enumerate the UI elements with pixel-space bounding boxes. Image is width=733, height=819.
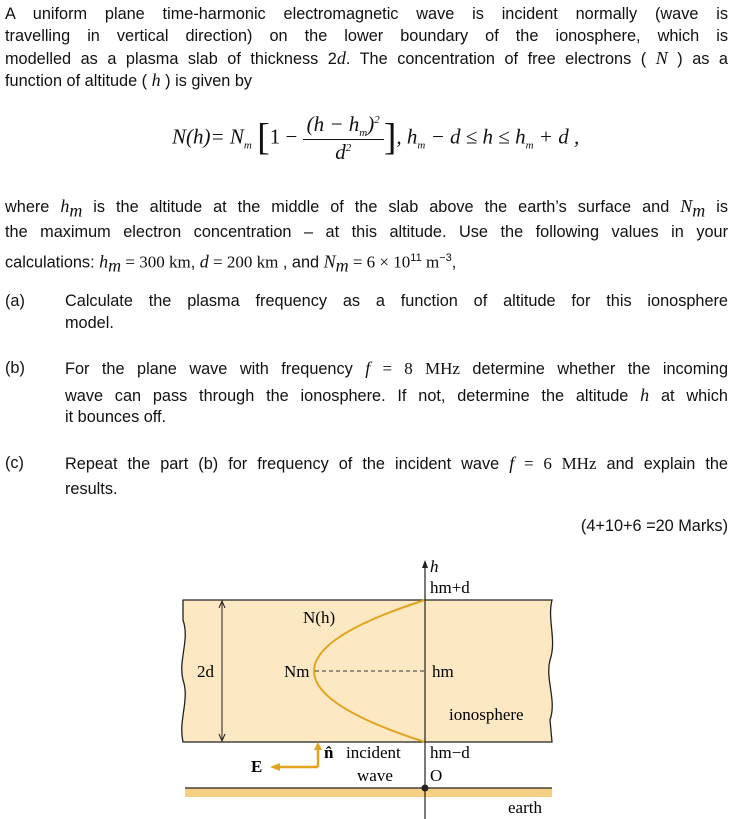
normal-label: n̂ — [324, 743, 334, 762]
part-a-line-2: model. — [65, 314, 114, 332]
para2-line-2: the maximum electron concentration – at this altitude. Use the following values in your — [5, 223, 728, 241]
intro-line-1: A uniform plane time-harmonic electromagnetic wave is incident normally (wave is — [5, 5, 728, 23]
intro-line-2: travelling in vertical direction) on the lower boundary of the ionosphere, which is — [5, 27, 728, 45]
earth-surface — [185, 788, 552, 797]
origin-point — [422, 785, 429, 792]
part-b-line-1: For the plane wave with frequency f = 8 MHz determine whether the incoming — [65, 358, 728, 378]
ionosphere-label: ionosphere — [449, 705, 524, 724]
origin-label: O — [430, 766, 443, 785]
peak-label: Nm — [284, 662, 310, 681]
para2-line-3: calculations: $h_m = 300$ km, d = 200 km , and $N_m = 6 \times 10^{11}$ $m^{-3}$, — [5, 251, 457, 276]
intro-line-4: function of altitude ( h ) is given by — [5, 70, 253, 90]
e-field-label: E — [251, 757, 263, 776]
top-boundary-label: hm+d — [430, 578, 470, 597]
part-a-line-1: Calculate the plasma frequency as a function of altitude for this ionosphere — [65, 292, 728, 310]
mid-altitude-label: hm — [432, 662, 454, 681]
marks: (4+10+6 =20 Marks) — [580, 517, 728, 535]
incident-label: incident — [346, 743, 401, 762]
intro-line-3: modelled as a plasma slab of thickness 2d. The concentration of free electrons ( N ) as a — [5, 48, 728, 68]
part-c-line-2: results. — [65, 480, 118, 498]
part-b-line-3: it bounces off. — [65, 408, 167, 426]
axis-label: h — [430, 557, 439, 576]
bottom-boundary-label: hm−d — [430, 743, 470, 762]
electron-density-equation: $N(h)= N_m$ [1 − $\frac{(h - h_m)^2}{d^2}$ ], $h_m - d \le h \le h_m + d$ , — [172, 112, 580, 165]
part-a-label: (a) — [5, 292, 25, 310]
part-b-line-2: wave can pass through the ionosphere. If not, determine the altitude h at which — [65, 385, 728, 405]
para2-line-1: where $h_m$ is the altitude at the middle of the slab above the earth’s surface and $N_m$ is — [5, 196, 728, 221]
curve-label: N(h) — [303, 608, 336, 627]
part-b-label: (b) — [5, 359, 25, 377]
part-c-label: (c) — [5, 454, 24, 472]
part-c-line-1: Repeat the part (b) for frequency of the incident wave f = 6 MHz and explain the — [65, 453, 728, 473]
earth-label: earth — [508, 798, 542, 817]
wave-label: wave — [357, 766, 393, 785]
thickness-label: 2d — [197, 662, 214, 681]
